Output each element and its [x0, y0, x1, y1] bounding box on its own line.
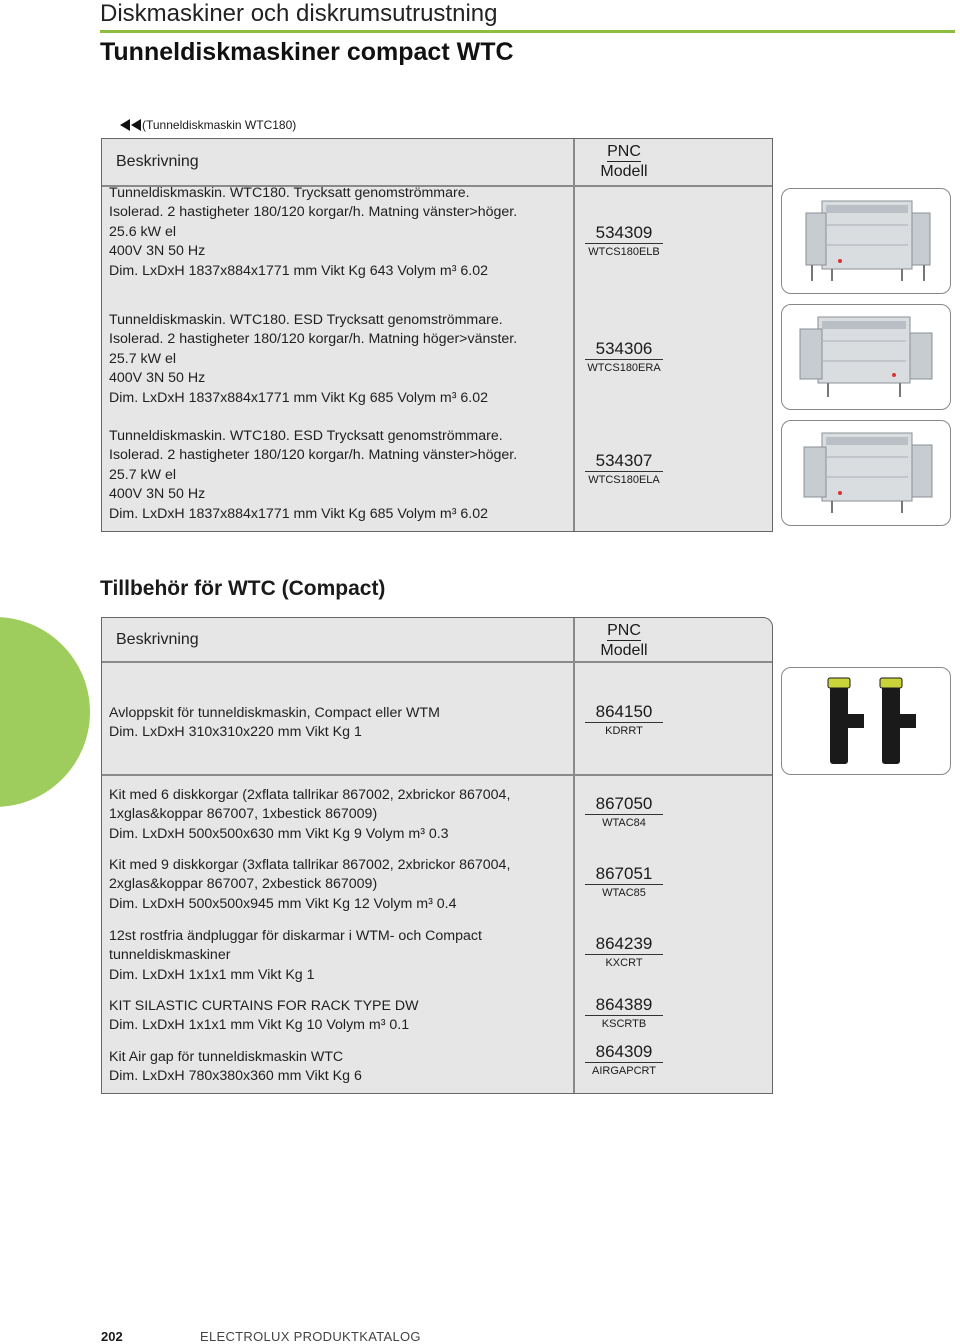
- machine-description: [109, 427, 517, 524]
- description-line: Dim. LxDxH 1x1x1 mm Vikt Kg 1: [109, 966, 315, 983]
- description-header: Beskrivning: [116, 153, 199, 170]
- pnc-number: 864309: [585, 1042, 663, 1063]
- pnc-model-header: [575, 621, 673, 660]
- pnc-number: 864389: [585, 995, 663, 1016]
- description-line: Kit med 6 diskkorgar (2xflata tallrikar 867002, 2xbrickor 867004,: [109, 787, 511, 803]
- header-divider: [100, 30, 955, 33]
- pnc-cell: [575, 864, 673, 899]
- model-code: KXCRT: [605, 957, 643, 969]
- accessory-description: [109, 786, 510, 844]
- pnc-number: 867051: [585, 864, 663, 885]
- dishwasher-machine-icon: [782, 421, 951, 526]
- description-line: 25.7 kW el: [109, 350, 177, 367]
- product-image-wtcs180ela: [781, 420, 951, 526]
- machines-table: [101, 138, 773, 532]
- pnc-cell: [575, 995, 673, 1030]
- accessory-description: [109, 704, 440, 743]
- row-separator: [102, 774, 772, 776]
- description-line: Isolerad. 2 hastigheter 180/120 korgar/h. Matning vänster>höger.: [109, 204, 518, 221]
- description-line: Isolerad. 2 hastigheter 180/120 korgar/h. Matning höger>vänster.: [109, 331, 518, 348]
- product-image-wtcs180elb: [781, 188, 951, 294]
- model-code: KDRRT: [605, 725, 643, 737]
- description-line: Dim. LxDxH 1837x884x1771 mm Vikt Kg 685 Volym m³ 6.02: [109, 389, 489, 406]
- machine-description: [109, 184, 517, 281]
- description-line: 400V 3N 50 Hz: [109, 243, 206, 260]
- decorative-tab-circle: [0, 617, 90, 807]
- description-line: 400V 3N 50 Hz: [109, 370, 206, 387]
- pnc-cell: [575, 1042, 673, 1077]
- header-separator: [102, 661, 772, 663]
- model-header: Modell: [600, 163, 648, 180]
- accessories-title: Tillbehör för WTC (Compact): [100, 577, 386, 600]
- accessory-description: [109, 1048, 362, 1087]
- pnc-cell: [575, 339, 673, 374]
- model-code: WTCS180ELA: [588, 474, 660, 486]
- pnc-number: 534307: [585, 451, 663, 472]
- section-title: Tunneldiskmaskiner compact WTC: [100, 38, 514, 66]
- pnc-number: 867050: [585, 794, 663, 815]
- pnc-header: PNC: [607, 622, 641, 639]
- description-line: Tunneldiskmaskin. WTC180. ESD Trycksatt genomströmmare.: [109, 312, 503, 328]
- model-header: Modell: [600, 642, 648, 659]
- description-line: Dim. LxDxH 310x310x220 mm Vikt Kg 1: [109, 724, 362, 741]
- accessories-table: [101, 617, 773, 1094]
- description-line: Dim. LxDxH 1x1x1 mm Vikt Kg 10 Volym m³ 0.1: [109, 1017, 410, 1034]
- description-line: Tunneldiskmaskin. WTC180. ESD Trycksatt genomströmmare.: [109, 428, 503, 444]
- description-line: Isolerad. 2 hastigheter 180/120 korgar/h. Matning vänster>höger.: [109, 447, 518, 464]
- breadcrumb-label: (Tunneldiskmaskin WTC180): [142, 118, 297, 132]
- pnc-number: 534309: [585, 223, 663, 244]
- page-number: 202: [101, 1329, 123, 1344]
- model-code: WTAC85: [602, 887, 646, 899]
- description-line: Dim. LxDxH 500x500x945 mm Vikt Kg 12 Volym m³ 0.4: [109, 895, 457, 912]
- pnc-cell: [575, 934, 673, 969]
- description-line: 12st rostfria ändpluggar för diskarmar i WTM- och Compact: [109, 928, 482, 944]
- description-line: 1xglas&koppar 867007, 1xbestick 867009): [109, 806, 378, 823]
- description-line: Dim. LxDxH 1837x884x1771 mm Vikt Kg 643 Volym m³ 6.02: [109, 262, 489, 279]
- description-line: tunneldiskmaskiner: [109, 947, 231, 964]
- accessory-description: [109, 856, 510, 914]
- pnc-number: 534306: [585, 339, 663, 360]
- description-line: Kit Air gap för tunneldiskmaskin WTC: [109, 1049, 344, 1065]
- pnc-number: 864150: [585, 702, 663, 723]
- model-code: KSCRTB: [601, 1018, 647, 1030]
- dishwasher-machine-icon: [782, 189, 951, 294]
- product-image-kdrrt: [781, 667, 951, 775]
- description-line: 25.6 kW el: [109, 223, 177, 240]
- breadcrumb[interactable]: [120, 118, 296, 132]
- pnc-header: PNC: [607, 143, 641, 160]
- pnc-number: 864239: [585, 934, 663, 955]
- pnc-model-header: [575, 142, 673, 181]
- description-line: Dim. LxDxH 500x500x630 mm Vikt Kg 9 Volym m³ 0.3: [109, 825, 449, 842]
- pnc-cell: [575, 702, 673, 737]
- description-line: 2xglas&koppar 867007, 2xbestick 867009): [109, 876, 378, 893]
- description-header: Beskrivning: [116, 631, 199, 648]
- description-line: KIT SILASTIC CURTAINS FOR RACK TYPE DW: [109, 998, 419, 1014]
- model-code: AIRGAPCRT: [592, 1065, 656, 1077]
- description-line: Avloppskit för tunneldiskmaskin, Compact eller WTM: [109, 705, 440, 721]
- description-line: 400V 3N 50 Hz: [109, 486, 206, 503]
- back-arrow-icon: [131, 119, 141, 131]
- back-arrow-icon: [120, 119, 130, 131]
- description-line: Dim. LxDxH 1837x884x1771 mm Vikt Kg 685 Volym m³ 6.02: [109, 505, 489, 522]
- accessory-description: [109, 997, 419, 1036]
- page-category-title: Diskmaskiner och diskrumsutrustning: [100, 0, 498, 27]
- pnc-cell: [575, 451, 673, 486]
- description-line: Kit med 9 diskkorgar (3xflata tallrikar 867002, 2xbrickor 867004,: [109, 857, 511, 873]
- description-line: 25.7 kW el: [109, 466, 177, 483]
- description-line: Tunneldiskmaskin. WTC180. Trycksatt genomströmmare.: [109, 185, 470, 201]
- model-code: WTCS180ERA: [587, 362, 661, 374]
- machine-description: [109, 311, 517, 408]
- model-code: WTAC84: [602, 817, 646, 829]
- pnc-cell: [575, 794, 673, 829]
- product-image-wtcs180era: [781, 304, 951, 410]
- catalog-name: ELECTROLUX PRODUKTKATALOG: [200, 1329, 421, 1344]
- dishwasher-machine-icon: [782, 305, 951, 410]
- accessory-description: [109, 927, 482, 985]
- drain-pipe-icon: [782, 668, 951, 775]
- description-line: Dim. LxDxH 780x380x360 mm Vikt Kg 6: [109, 1068, 362, 1085]
- model-code: WTCS180ELB: [588, 246, 660, 258]
- pnc-cell: [575, 223, 673, 258]
